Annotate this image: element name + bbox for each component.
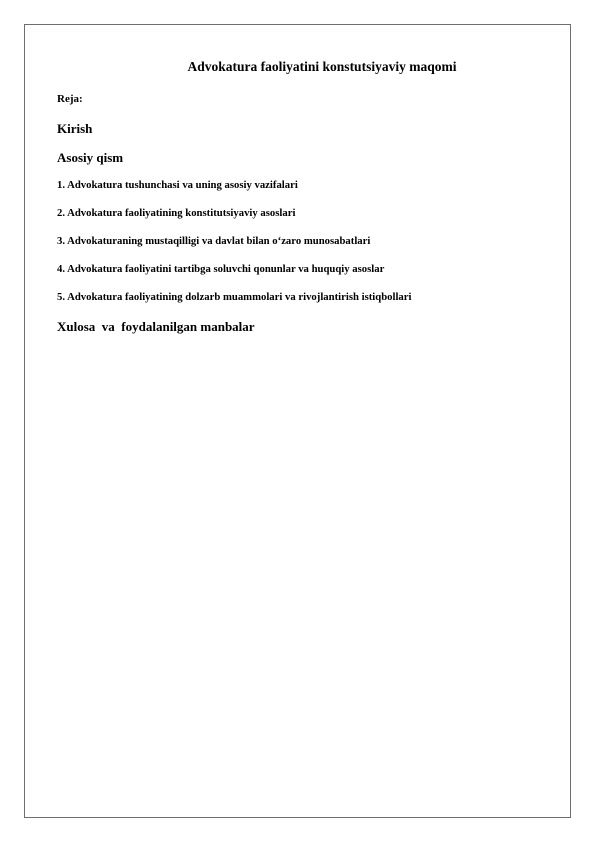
plan-item-1: 1. Advokatura tushunchasi va uning asosiy vazifalari bbox=[57, 179, 298, 191]
document-content bbox=[57, 58, 557, 335]
plan-item-4: 4. Advokatura faoliyatini tartibga soluvchi qonunlar va huquqiy asoslar bbox=[57, 263, 385, 275]
document-title: Advokatura faoliyatini konstutsiyaviy maqomi bbox=[187, 59, 457, 74]
plan-item-3: 3. Advokaturaning mustaqilligi va davlat bilan o‘zaro munosabatlari bbox=[57, 235, 371, 247]
plan-label: Reja: bbox=[57, 93, 83, 105]
conclusion-heading: Xulosa va foydalanilgan manbalar bbox=[57, 319, 255, 334]
intro-heading: Kirish bbox=[57, 121, 93, 136]
plan-item-5: 5. Advokatura faoliyatining dolzarb muammolari va rivojlantirish istiqbollari bbox=[57, 291, 412, 303]
main-part-heading: Asosiy qism bbox=[57, 150, 124, 165]
plan-item-2: 2. Advokatura faoliyatining konstitutsiyaviy asoslari bbox=[57, 207, 296, 219]
